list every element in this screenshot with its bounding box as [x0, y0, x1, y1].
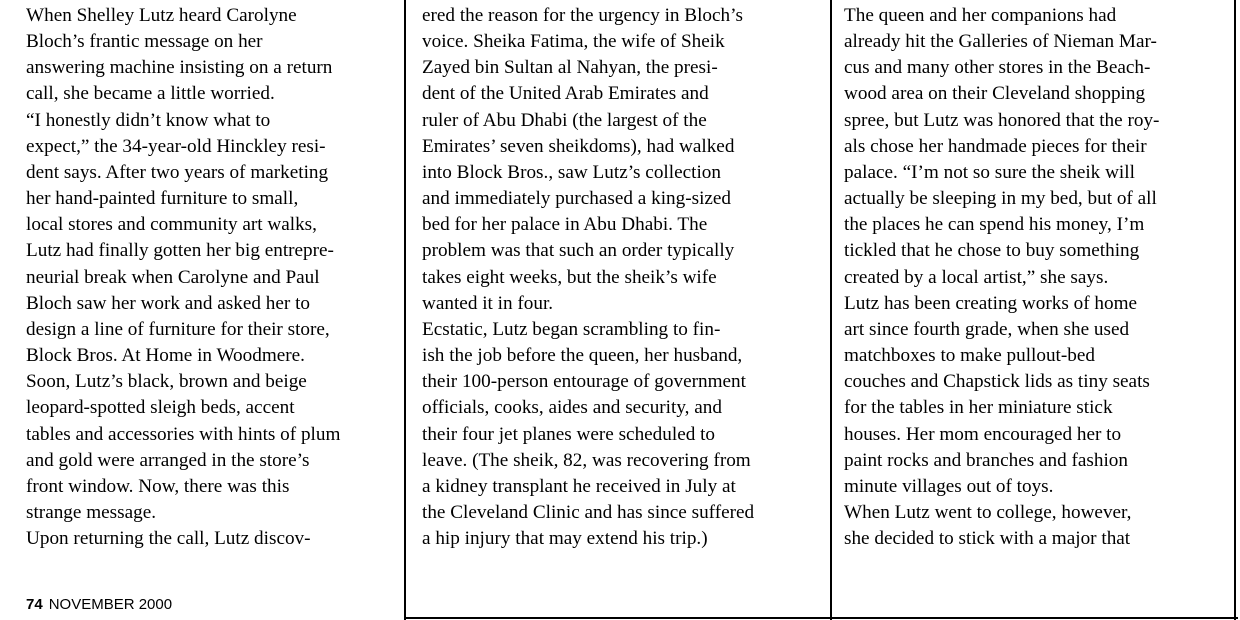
text-line: spree, but Lutz was honored that the roy- [844, 109, 1160, 131]
text-line: “I honestly didn’t know what to [26, 109, 271, 131]
text-line: strange message. [26, 501, 157, 523]
text-line: the places he can spend his money, I’m [844, 214, 1145, 236]
text-line: Lutz has been creating works of home [844, 292, 1138, 314]
text-line: a hip injury that may extend his trip.) [422, 528, 708, 550]
text-line: matchboxes to make pullout-bed [844, 345, 1095, 367]
text-line: Bloch saw her work and asked her to [26, 292, 310, 314]
text-line: she decided to stick with a major that [844, 528, 1131, 550]
text-line: officials, cooks, aides and security, and [422, 397, 722, 419]
text-line: already hit the Galleries of Nieman Mar- [844, 31, 1157, 53]
text-line: bed for her palace in Abu Dhabi. The [422, 214, 708, 236]
text-line: Bloch’s frantic message on her [26, 31, 263, 53]
text-line: expect,” the 34-year-old Hinckley resi- [26, 135, 326, 157]
text-line: couches and Chapstick lids as tiny seats [844, 371, 1150, 393]
text-line: answering machine insisting on a return [26, 57, 333, 79]
text-line: art since fourth grade, when she used [844, 318, 1130, 340]
text-line: local stores and community art walks, [26, 214, 317, 236]
text-line: tables and accessories with hints of plum [26, 423, 341, 445]
text-line: tickled that he chose to buy something [844, 240, 1140, 262]
column-1-text [26, 3, 402, 552]
text-line: dent of the United Arab Emirates and [422, 83, 709, 105]
text-line: a kidney transplant he received in July at [422, 475, 736, 497]
text-line: design a line of furniture for their store, [26, 318, 330, 340]
column-2 [404, 0, 830, 620]
text-line: actually be sleeping in my bed, but of all [844, 188, 1157, 210]
text-line: neurial break when Carolyne and Paul [26, 266, 320, 288]
text-line: Lutz had finally gotten her big entrepre- [26, 240, 334, 262]
column-3-text [844, 3, 1229, 552]
text-line: her hand-painted furniture to small, [26, 188, 299, 210]
text-line: When Shelley Lutz heard Carolyne [26, 5, 297, 26]
text-line: their four jet planes were scheduled to [422, 423, 716, 445]
text-line: Soon, Lutz’s black, brown and beige [26, 371, 307, 393]
text-line: The queen and her companions had [844, 5, 1117, 26]
text-line: wanted it in four. [422, 292, 554, 314]
text-line: wood area on their Cleveland shopping [844, 83, 1146, 105]
text-line: cus and many other stores in the Beach- [844, 57, 1151, 79]
text-line: paint rocks and branches and fashion [844, 449, 1128, 471]
column-1 [0, 0, 404, 620]
text-line: minute villages out of toys. [844, 475, 1054, 497]
text-line: Ecstatic, Lutz began scrambling to fin- [422, 318, 721, 340]
column-3 [830, 0, 1236, 620]
text-line: voice. Sheika Fatima, the wife of Sheik [422, 31, 725, 53]
text-line: takes eight weeks, but the sheik’s wife [422, 266, 717, 288]
text-line: palace. “I’m not so sure the sheik will [844, 161, 1135, 183]
page-footer [26, 596, 172, 614]
text-line: ruler of Abu Dhabi (the largest of the [422, 109, 707, 131]
text-line: the Cleveland Clinic and has since suffered [422, 501, 755, 523]
column-2-text [422, 3, 827, 552]
issue-date: NOVEMBER 2000 [48, 596, 173, 613]
text-line: their 100-person entourage of government [422, 371, 746, 393]
text-line: Upon returning the call, Lutz discov- [26, 528, 311, 550]
text-line: leave. (The sheik, 82, was recovering from [422, 449, 751, 471]
text-line: created by a local artist,” she says. [844, 266, 1109, 288]
text-line: and immediately purchased a king-sized [422, 188, 732, 210]
text-line: Emirates’ seven sheikdoms), had walked [422, 135, 735, 157]
text-line: for the tables in her miniature stick [844, 397, 1113, 419]
page-number: 74 [26, 596, 43, 613]
text-line: dent says. After two years of marketing [26, 161, 329, 183]
text-line: ered the reason for the urgency in Bloch’s [422, 5, 743, 26]
bottom-rule [404, 617, 1238, 619]
text-line: When Lutz went to college, however, [844, 501, 1132, 523]
text-line: problem was that such an order typically [422, 240, 735, 262]
text-line: als chose her handmade pieces for their [844, 135, 1147, 157]
text-line: houses. Her mom encouraged her to [844, 423, 1122, 445]
text-line: and gold were arranged in the store’s [26, 449, 310, 471]
text-line: call, she became a little worried. [26, 83, 275, 105]
text-line: ish the job before the queen, her husband, [422, 345, 743, 367]
text-line: front window. Now, there was this [26, 475, 290, 497]
text-line: leopard-spotted sleigh beds, accent [26, 397, 295, 419]
text-line: Block Bros. At Home in Woodmere. [26, 345, 305, 367]
text-line: Zayed bin Sultan al Nahyan, the presi- [422, 57, 718, 79]
text-line: into Block Bros., saw Lutz’s collection [422, 161, 721, 183]
